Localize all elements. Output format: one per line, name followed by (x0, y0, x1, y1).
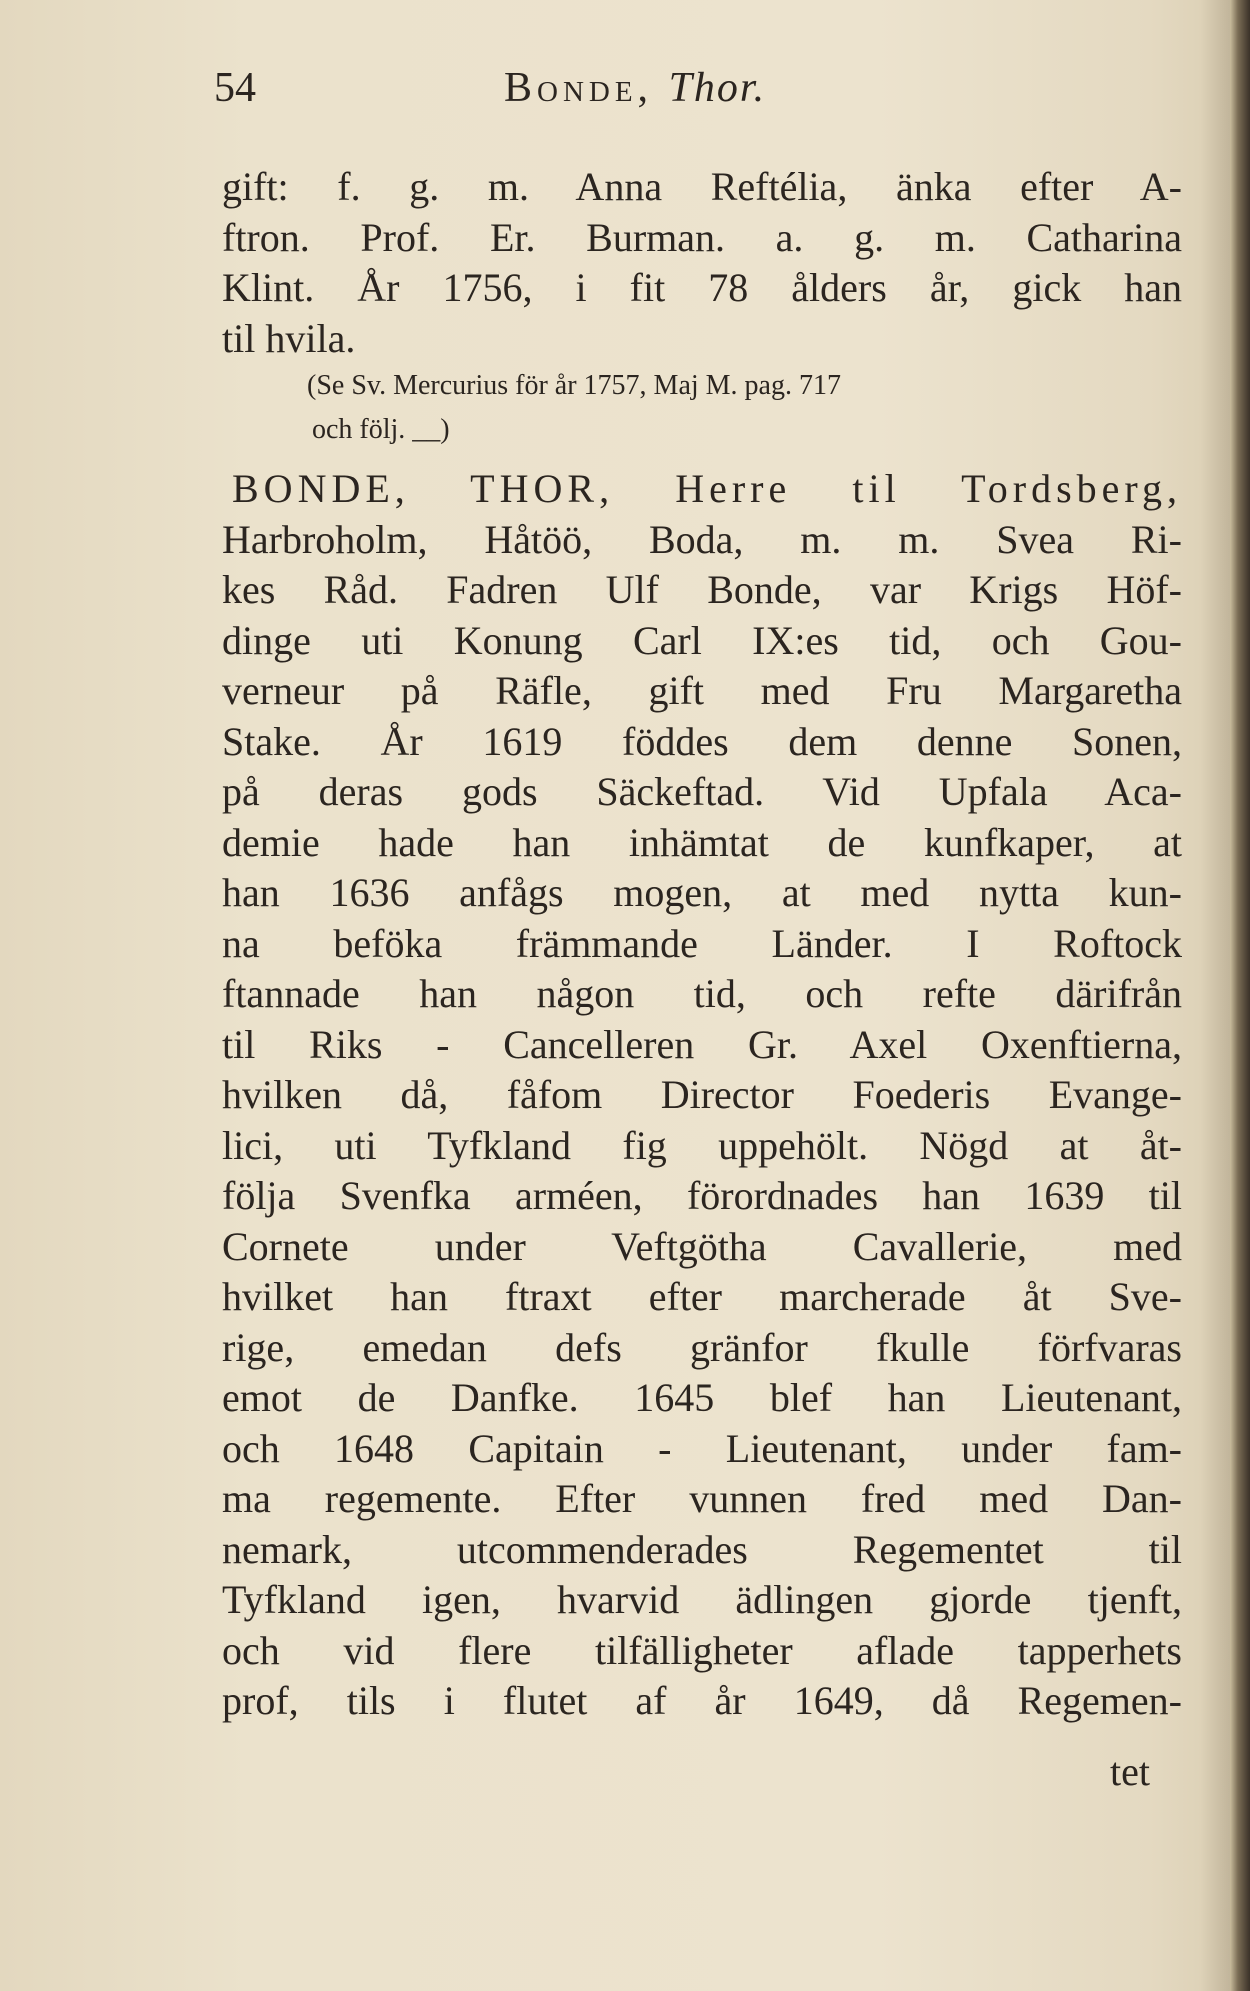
page-header (214, 58, 1014, 118)
book-spine (1230, 0, 1250, 1991)
text-line: verneur på Räfle, gift med Fru Margaretha (222, 668, 1182, 713)
text-line: na beföka främmande Länder. I Roftock (222, 920, 1182, 966)
text-line: nemark, utcommenderades Regementet til (222, 1526, 1182, 1572)
text-line: Cornete under Veftgötha Cavallerie, med (222, 1223, 1182, 1269)
text-line: och vid flere tilfälligheter aflade tapperhets (222, 1627, 1182, 1673)
entry-heading-line: BONDE, THOR, Herre til Tordsberg, (232, 466, 1182, 511)
text-line: Harbroholm, Håtöö, Boda, m. m. Svea Ri- (222, 516, 1182, 562)
text-line: på deras gods Säckeftad. Vid Upfala Aca- (222, 769, 1182, 814)
text-line: hvilken då, fåfom Director Foederis Evange- (222, 1072, 1182, 1117)
text-line: dinge uti Konung Carl IX:es tid, och Gou- (222, 617, 1182, 663)
text-line: ftannade han någon tid, och refte därifrån (222, 971, 1182, 1016)
body-text (222, 162, 1182, 1727)
text-line: rige, emedan defs gränfor fkulle förfvaras (222, 1324, 1182, 1370)
text-line: och 1648 Capitain - Lieutenant, under fam- (222, 1425, 1182, 1471)
running-head-surname: Bonde, (504, 65, 654, 111)
text-line: Stake. År 1619 föddes dem denne Sonen, (222, 718, 1182, 764)
text-line: Klint. År 1756, i fit 78 ålders år, gick han (222, 265, 1182, 310)
text-line: han 1636 anfågs mogen, at med nytta kun- (222, 870, 1182, 915)
text-line: demie hade han inhämtat de kunfkaper, at (222, 819, 1182, 865)
text-line: emot de Danfke. 1645 blef han Lieutenant, (222, 1375, 1182, 1420)
text-line: prof, tils i flutet af år 1649, då Regemen- (222, 1678, 1182, 1723)
catchword: tet (1110, 1749, 1150, 1794)
text-line: Tyfkland igen, hvarvid ädlingen gjorde tjenft, (222, 1577, 1182, 1622)
text-line: kes Råd. Fadren Ulf Bonde, var Krigs Höf- (222, 567, 1182, 612)
text-line: följa Svenfka arméen, förordnades han 1639 til (222, 1173, 1182, 1218)
section-gap (222, 452, 1182, 464)
text-line: gift: f. g. m. Anna Reftélia, änka efter A- (222, 164, 1182, 209)
reference-note-line: (Se Sv. Mercurius för år 1757, Maj M. pag. 717 (307, 370, 841, 401)
page-gutter-shadow (1200, 0, 1230, 1991)
reference-note-line: och följ. __) (312, 414, 450, 445)
running-head-forename: Thor. (668, 65, 767, 111)
text-line: lici, uti Tyfkland fig uppehölt. Nögd at åt- (222, 1122, 1182, 1168)
text-line: ma regemente. Efter vunnen fred med Dan- (222, 1476, 1182, 1521)
text-line: ftron. Prof. Er. Burman. a. g. m. Catharina (222, 214, 1182, 260)
page-number: 54 (214, 65, 256, 111)
text-line: hvilket han ftraxt efter marcherade åt Sve- (222, 1274, 1182, 1319)
text-line: til Riks - Cancelleren Gr. Axel Oxenftierna, (222, 1021, 1182, 1067)
text-line: til hvila. (222, 315, 356, 361)
running-head (504, 58, 766, 118)
